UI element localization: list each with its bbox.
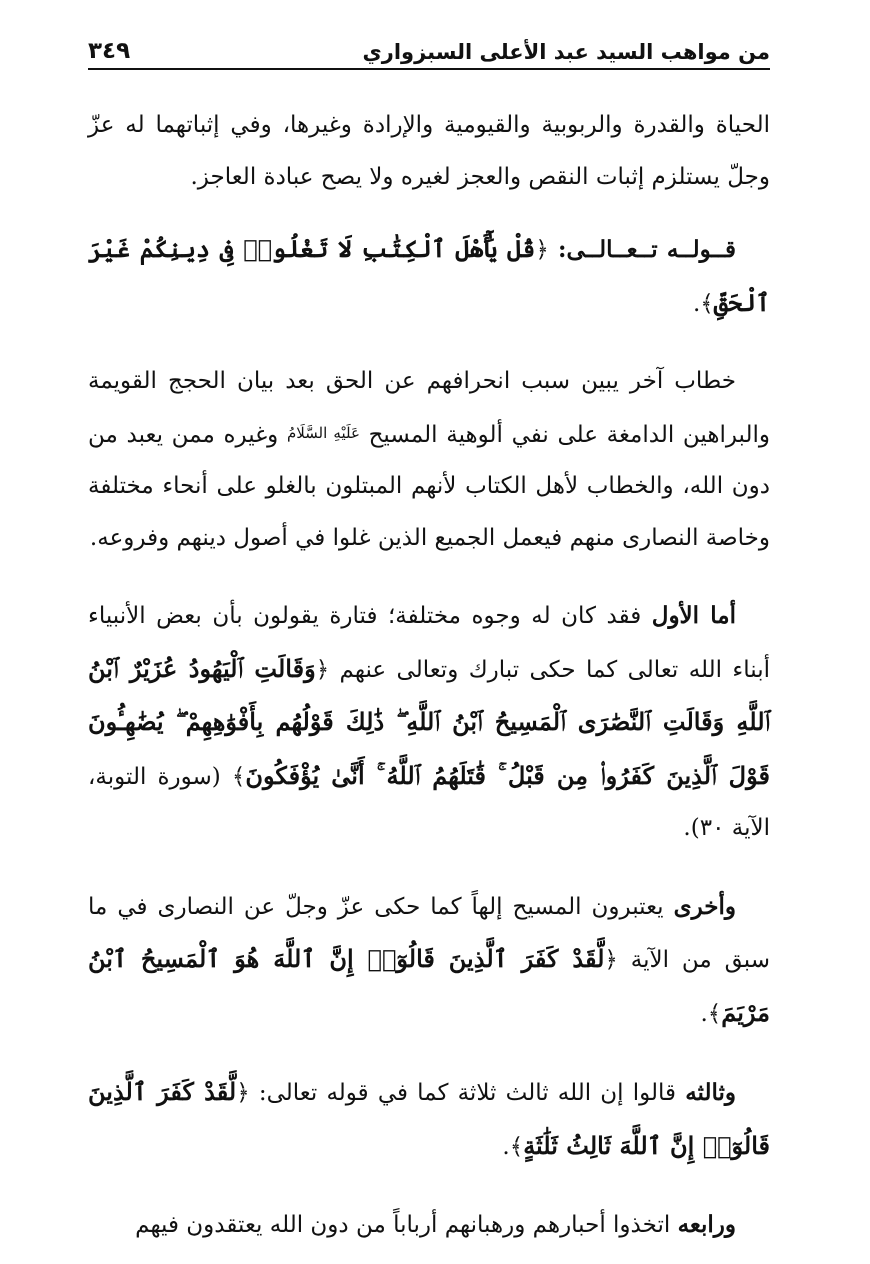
- surah-reference: (سورة التوبة، الآية ٣٠).: [88, 763, 770, 841]
- paragraph-7-lead: ورابعه: [677, 1211, 736, 1238]
- paragraph-3-text-a: خطاب آخر يبين سبب انحرافهم عن الحق بعد بيان الحجج القويمة والبراهين الدامغة على نفي ألوهية المسيح: [88, 368, 770, 448]
- paragraph-5-lead: وأخرى: [673, 892, 736, 920]
- verse-close-bracket: ﴾: [707, 1000, 722, 1027]
- paragraph-4-lead: أما الأول: [651, 602, 736, 629]
- paragraph-5-text: يعتبرون المسيح إلهاً كما حكى عزّ وجلّ عن النصارى في ما سبق من الآية: [88, 893, 770, 973]
- paragraph-5: [88, 881, 770, 1041]
- paragraph-7-text: اتخذوا أحبارهم ورهبانهم أرباباً من دون الله يعتقدون فيهم: [135, 1212, 678, 1238]
- quran-verse: لَّقَدْ كَفَرَ ٱلَّذِينَ قَالُوٓا۟ إِنَّ ٱللَّهَ ثَالِثُ ثَلَٰثَةٍ: [88, 1077, 770, 1160]
- header-rule: [88, 68, 770, 70]
- quran-verse: لَّقَدْ كَفَرَ ٱلَّذِينَ قَالُوٓا۟ إِنَّ ٱللَّهَ هُوَ ٱلْمَسِيحُ ٱبْنُ مَرْيَمَ: [88, 944, 770, 1027]
- paragraph-3: [88, 356, 770, 564]
- verse-close-bracket: ﴾: [231, 763, 246, 790]
- paragraph-6: [88, 1066, 770, 1173]
- paragraph-3-text-b: وغيره ممن يعبد من دون الله، والخطاب لأهل الكتاب لأنهم المبتلون بالغلو على أنحاء مختلفة وخاصة النصارى منهم فيعمل الجميع الذين غلوا في أصول دينهم وفروعه.: [88, 421, 770, 551]
- verse-open-bracket: ﴿: [604, 947, 618, 973]
- verse-open-bracket: ﴿: [535, 237, 549, 263]
- page-number: ٣٤٩: [88, 38, 131, 64]
- running-header: [88, 30, 770, 64]
- quran-verse: قُلْ يَٰٓأَهْلَ ٱلْكِتَٰبِ لَا تَغْلُوا۟ فِى دِينِكُمْ غَيْرَ ٱلْحَقِّ: [88, 234, 770, 317]
- sentence-end: .: [502, 1133, 510, 1160]
- verse-intro: قــولــه تــعــالــى:: [548, 236, 736, 263]
- verse-close-bracket: ﴾: [509, 1133, 524, 1160]
- page-body: [88, 100, 770, 1252]
- sentence-end: .: [692, 290, 701, 317]
- quran-verse: وَقَالَتِ ٱلْيَهُودُ عُزَيْرٌ ٱبْنُ ٱللَّهِ وَقَالَتِ ٱلنَّصَٰرَى ٱلْمَسِيحُ ٱبْنُ ٱللَّهِ ۖ ذَٰلِكَ قَوْلُهُم بِأَفْوَٰهِهِمْ ۖ يُضَٰهِـُٔونَ قَوْلَ ٱلَّذِينَ كَفَرُوا۟ مِن قَبْلُ ۚ قَٰتَلَهُمُ ٱللَّهُ ۚ أَنَّىٰ يُؤْفَكُونَ: [88, 653, 770, 790]
- paragraph-6-text: قالوا إن الله ثالث ثلاثة كما في قوله تعالى:: [249, 1080, 686, 1106]
- paragraph-4: [88, 590, 770, 855]
- verse-close-bracket: ﴾: [700, 290, 714, 317]
- paragraph-1-text: الحياة والقدرة والربوبية والقيومية والإرادة وغيرها، وفي إثباتهما له عزّ وجلّ يستلزم إثبات النقص والعجز لغيره ولا يصح عبادة العاجز.: [88, 112, 770, 190]
- paragraph-2: [88, 223, 770, 330]
- honorific-mark: عَلَيْهِ السَّلَامُ: [286, 423, 360, 442]
- paragraph-4-text: فقد كان له وجوه مختلفة؛ فتارة يقولون بأن بعض الأنبياء أبناء الله تعالى كما حكى تبارك وتعالى عنهم: [88, 603, 770, 683]
- paragraph-7: [88, 1199, 770, 1252]
- paragraph-6-lead: وثالثه: [685, 1079, 736, 1106]
- verse-open-bracket: ﴿: [236, 1080, 250, 1106]
- book-title: من مواهب السيد عبد الأعلى السبزواري: [362, 40, 770, 64]
- verse-open-bracket: ﴿: [315, 656, 330, 683]
- paragraph-1: [88, 100, 770, 203]
- sentence-end: .: [700, 1000, 708, 1027]
